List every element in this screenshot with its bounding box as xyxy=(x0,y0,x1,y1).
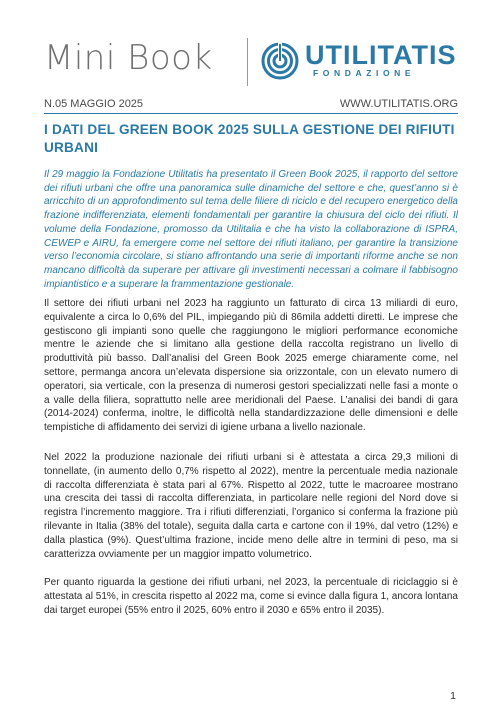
header xyxy=(44,38,458,88)
logo-name: UTILITATIS xyxy=(305,40,457,70)
body-paragraph: Il settore dei rifiuti urbani nel 2023 ha raggiunto un fatturato di circa 13 miliardi di euro, equivalente a circa lo 0,6% del PIL, impiegando più di 86mila addetti diretti. Le imprese che gestiscono gli impianti sono quelle che raggiungono le migliori performance economiche mentre le aziende che si limitano alla gestione della raccolta registrano un livello di produttività più basso. Dall’analisi del Green Book 2025 emerge chiaramente come, nel settore, permanga ancora un’elevata dispersione sia orizzontale, con un elevato numero di operatori, sia verticale, con la presenza di numerosi gestori specializzati nelle fasi a monte o a valle della filiera, soprattutto nelle aree meridionali del Paese. L’analisi dei bandi di gara (2014-2024) conferma, inoltre, le difficoltà nella standardizzazione delle dimensioni e delle tempistiche di affidamento dei servizi di igiene urbana a livello nazionale. xyxy=(44,298,458,434)
utilitatis-logo-icon xyxy=(261,42,299,80)
logo-subtitle: FONDAZIONE xyxy=(313,68,416,78)
body-paragraph: Per quanto riguarda la gestione dei rifiuti urbani, nel 2023, la percentuale di riciclaggio si è attestata al 51%, in crescita rispetto al 2022 ma, come si evince dalla figura 1, ancora lontana dai target europei (55% entro il 2025, 60% entro il 2030 e 65% entro il 2035). xyxy=(44,577,458,616)
series-title: Mini Book xyxy=(44,38,213,78)
intro-paragraph: Il 29 maggio la Fondazione Utilitatis ha presentato il Green Book 2025, il rapporto del settore dei rifiuti urbani che offre una panoramica sulle dinamiche del settore e che, quest’anno si è arricchito di un approfondimento sul tema delle filiere di riciclo e del recupero energetico della frazione indifferenziata, elementi fondamentali per garantire la chiusura del ciclo dei rifiuti. Il volume della Fondazione, promosso da Utilitalia e che ha visto la collaborazione di ISPRA, CEWEP e AIRU, fa emergere come nel settore dei rifiuti italiano, per garantire la transizione verso l’economia circolare, si stiano affrontando una serie di importanti riforme anche se non mancano difficoltà da superare per attivare gli investimenti necessari a colmare il fabbisogno impiantistico e a superare la frammentazione gestionale. xyxy=(44,169,458,290)
body-paragraph: Nel 2022 la produzione nazionale dei rifiuti urbani si è attestata a circa 29,3 milioni di tonnellate, (in aumento dello 0,7% rispetto al 2022), mentre la percentuale media nazionale di raccolta differenziata è stata pari al 67%. Rispetto al 2022, tutte le macroaree mostrano una crescita dei tassi di raccolta differenziata, in particolare nelle regioni del Nord dove si registra l’incremento maggiore. Tra i rifiuti differenziati, l’organico si conferma la frazione più rilevante in Italia (38% del totale), seguita dalla carta e cartone con il 19%, dal vetro (12%) e dalla plastica (9%). Quest’ultima frazione, incide meno delle altre in termini di peso, ma si caratterizza ovviamente per un maggior impatto volumetrico. xyxy=(44,452,458,560)
header-rule xyxy=(44,113,458,114)
header-divider xyxy=(247,38,248,86)
page-number: 1 xyxy=(450,690,456,702)
website-link[interactable]: WWW.UTILITATIS.ORG xyxy=(339,98,458,110)
article-title: I DATI DEL GREEN BOOK 2025 SULLA GESTIONE DEI RIFIUTI URBANI xyxy=(44,122,455,155)
utilitatis-logo xyxy=(261,40,457,82)
issue-date: N.05 MAGGIO 2025 xyxy=(44,98,144,110)
